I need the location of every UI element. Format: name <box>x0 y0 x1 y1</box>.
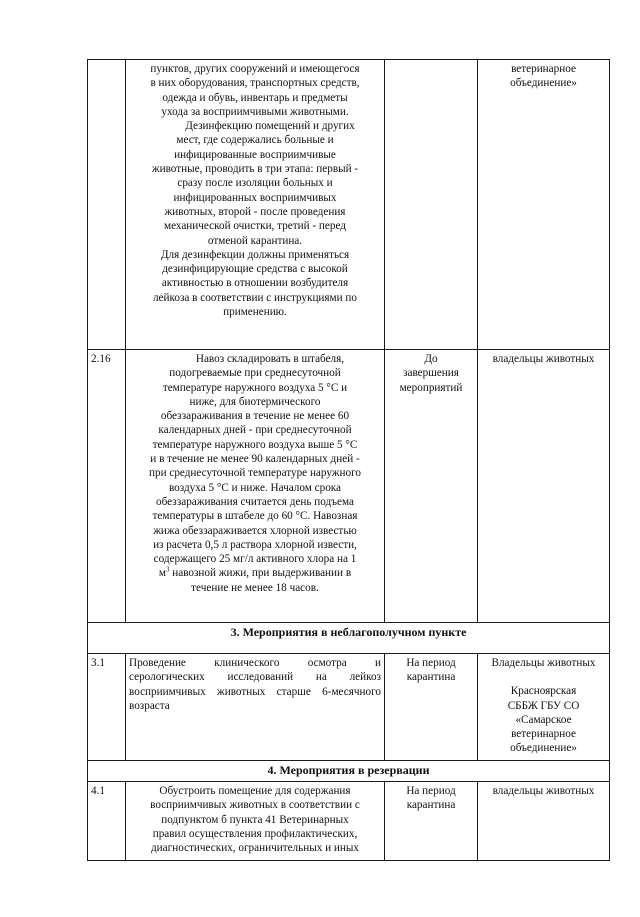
row-number: 3.1 <box>88 654 126 761</box>
text-line: одежда и обувь, инвентарь и предметы <box>162 91 348 104</box>
text-line: На период <box>406 657 456 669</box>
unit-m: м <box>158 567 166 580</box>
text-line: содержащего 25 мг/л активного хлора на 1 <box>153 553 357 566</box>
section-title: 3. Мероприятия в неблагополучном пункте <box>88 623 610 654</box>
measure-term <box>385 350 478 623</box>
text-line: температуре наружного воздуха выше 5 °С <box>152 438 358 451</box>
measure-responsible <box>478 654 610 761</box>
text-line: отменой карантина. <box>207 234 303 247</box>
text-line: правил осуществления профилактических, <box>152 827 358 840</box>
text-line: «Самарское <box>515 713 572 726</box>
text-line: восприимчивых животных в соответствии с <box>150 799 360 812</box>
text-line: дезинфицирующие средства с высокой <box>162 263 348 276</box>
text-line: Владельцы животных <box>491 657 596 669</box>
text-line: подпунктом б пункта 41 Ветеринарных <box>161 813 349 826</box>
text-line: До <box>424 353 438 365</box>
text-line: инфицированные восприимчивые <box>174 148 336 161</box>
text-line: животных, второй - после проведения <box>164 205 346 218</box>
text-line: Навоз складировать в штабеля, <box>195 353 345 365</box>
text-line <box>129 566 381 580</box>
text-line: карантина <box>406 799 456 812</box>
text-line: и в течение не менее 90 календарных дней - <box>150 453 360 466</box>
table-row <box>88 782 610 860</box>
section-title: 4. Мероприятия в резервации <box>88 760 610 781</box>
measure-description <box>126 350 385 623</box>
text-line: объединение» <box>510 77 577 90</box>
text-line: сразу после изоляции больных и <box>177 177 333 190</box>
text-fragment: навозной жижи, при выдерживании в <box>169 567 352 580</box>
text-line: лейкоза в соответствии с инструкциями по <box>152 291 358 304</box>
measure-term <box>385 60 478 350</box>
measure-term <box>385 782 478 860</box>
text-line: ветеринарное <box>511 728 576 741</box>
measures-table <box>87 59 610 861</box>
text-line: ухода за восприимчивыми животными. <box>161 105 349 118</box>
measure-responsible: владельцы животных <box>478 782 610 860</box>
text-line: мероприятий <box>399 381 463 394</box>
text-line: объединение» <box>510 742 577 755</box>
text-line: воздуха 5 °С и ниже. Началом срока <box>168 481 342 494</box>
text-line: Красноярская <box>510 685 577 698</box>
text-line: из расчета 0,5 л раствора хлорной извести, <box>153 538 357 551</box>
text-line: мест, где содержались больные и <box>176 134 334 147</box>
text-line: Дезинфекцию помещений и других <box>185 120 355 133</box>
table-row <box>88 60 610 350</box>
text-line: карантина <box>406 671 456 684</box>
text-line: завершения <box>403 367 459 380</box>
row-number <box>88 60 126 350</box>
text-line: инфицированных восприимчивых <box>173 191 337 204</box>
section-header-row <box>88 760 610 781</box>
table-row <box>88 350 610 623</box>
measure-description: Проведение клинического осмотра и серологических исследований на лейкоз восприимчивых животных старше 6-месячного возраста <box>126 654 385 761</box>
measure-responsible: владельцы животных <box>478 350 610 623</box>
text-line: обеззараживания в течение не менее 60 <box>160 410 350 423</box>
text-line: диагностических, ограничительных и иных <box>150 842 359 855</box>
row-number: 2.16 <box>88 350 126 623</box>
measure-description <box>126 782 385 860</box>
text-line: температуры в штабеле до 60 °С. Навозная <box>152 510 358 523</box>
text-line: Обустроить помещение для содержания <box>159 785 351 798</box>
table-row <box>88 654 610 761</box>
unit-superscript: 3 <box>165 565 170 574</box>
text-line: в них оборудования, транспортных средств, <box>150 77 360 90</box>
section-header-row <box>88 623 610 654</box>
text-line: обеззараживания считается день подъема <box>156 495 354 508</box>
text-line: пунктов, других сооружений и имеющегося <box>150 63 360 75</box>
text-line: механической очистки, третий - перед <box>164 220 346 233</box>
text-line: при среднесуточной температуре наружного <box>148 467 362 480</box>
text-line: течение не менее 18 часов. <box>191 581 319 594</box>
text-line: применению. <box>223 306 287 319</box>
text-line: жижа обеззараживается хлорной известью <box>153 524 357 537</box>
text-line: температуре наружного воздуха 5 °С и <box>162 381 348 394</box>
text-line: подогреваемые при среднесуточной <box>169 367 341 380</box>
text-line: ветеринарное <box>511 63 576 75</box>
text-line: активностью в отношении возбудителя <box>161 277 349 290</box>
text-line: ниже, для биотермического <box>189 395 321 408</box>
measure-description <box>126 60 385 350</box>
text-line: календарных дней - при среднесуточной <box>158 424 352 437</box>
measure-term <box>385 654 478 761</box>
text-line: СББЖ ГБУ СО <box>507 699 580 712</box>
text-line: На период <box>406 785 456 798</box>
text-line: животные, проводить в три этапа: первый - <box>151 163 359 176</box>
text-line: Для дезинфекции должны применяться <box>160 248 350 261</box>
row-number: 4.1 <box>88 782 126 860</box>
measure-responsible <box>478 60 610 350</box>
